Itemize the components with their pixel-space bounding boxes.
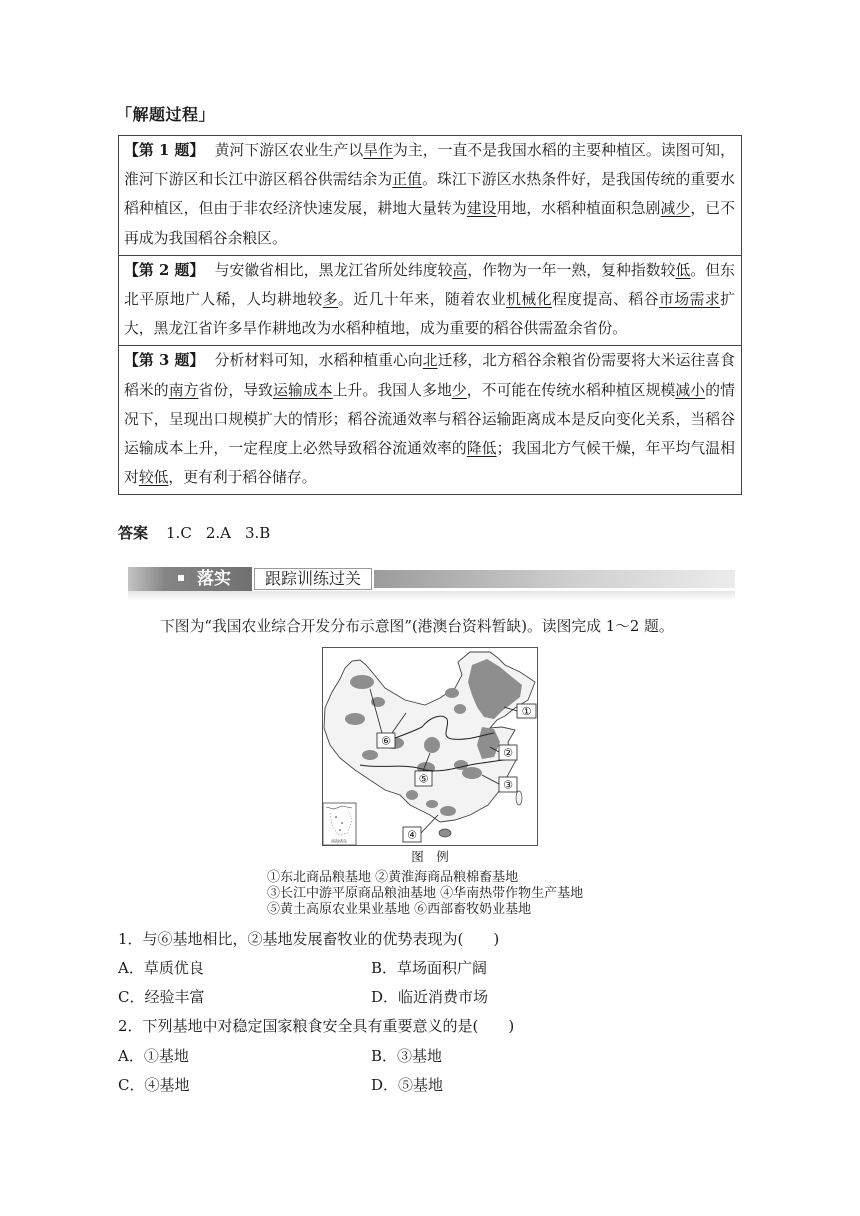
question-1-option-a: A．草质优良: [118, 959, 204, 977]
south-china-sea-inset: [323, 803, 356, 845]
legend-line: ③长江中游平原商品粮油基地 ④华南热带作物生产基地: [267, 886, 584, 901]
solution-text: 程度提高、稻谷: [552, 291, 659, 309]
banner-gradient-bar: [374, 570, 735, 588]
solution-text: 上升。我国人多地: [332, 381, 452, 399]
legend-title: 图 例: [411, 849, 449, 864]
section-banner: [128, 567, 735, 591]
solution-item-1: [119, 136, 741, 255]
underlined-keyword: 市场需求: [659, 291, 721, 309]
underlined-keyword: 低: [675, 261, 691, 279]
underlined-keyword: 降低: [466, 440, 497, 458]
square-bullet-icon: [178, 575, 184, 581]
solution-text: 为主，一直不是我国水稻的主要种植区。读图可知，淮河下游区和长江中游区稻谷供需结余为: [124, 142, 735, 189]
solution-text: 省份，导致: [198, 381, 274, 399]
question-2-option-c: C．④基地: [118, 1076, 190, 1094]
underlined-keyword: 机械化: [506, 291, 552, 309]
underlined-keyword: 少: [451, 381, 467, 399]
map-label-text: ④: [407, 828, 417, 842]
solution-text: 。但东北平原地广人稀，人均耕地较: [124, 261, 735, 309]
question-1-option-b: B．草场面积广阔: [371, 959, 488, 977]
banner-title: 跟踪训练过关: [254, 568, 372, 590]
map-label-2: [499, 745, 517, 760]
solution-text: ，更有利于稻谷储存。: [168, 469, 317, 487]
banner-tag-text: 落实: [197, 569, 231, 589]
patch-yunnan: [406, 790, 418, 800]
question-2-option-b: B．③基地: [371, 1047, 443, 1065]
solution-item-label: 【第 2 题】: [124, 261, 205, 279]
solution-text: ，不可能在传统水稻种植区规模: [466, 381, 676, 399]
map-label-text: ②: [503, 746, 513, 760]
map-label-5: [415, 771, 432, 786]
solution-text: 迁移，北方稻谷余粮省份需要将大米运往喜食稻米的: [124, 352, 735, 399]
question-1-option-d: D．临近消费市场: [371, 988, 489, 1006]
question-2-stem: 2．下列基地中对稳定国家粮食安全具有重要意义的是( ): [118, 1017, 515, 1035]
banner-shadow: [128, 591, 735, 601]
question-1-option-c: C．经验丰富: [118, 988, 205, 1006]
answer-line: [118, 522, 284, 544]
map-label-text: ③: [503, 778, 513, 792]
solution-text: 。珠江下游区水热条件好，是我国传统的重要水稻种植区，但由于非农经济快速发展，耕地大量转为: [124, 171, 735, 218]
solution-item-3: [119, 345, 741, 494]
patch-northeast-south: [454, 704, 466, 714]
solution-text: 黄河下游区农业生产以: [214, 142, 364, 159]
patch-xinjiang-north: [350, 675, 374, 689]
solution-text: 分析材料可知，水稻种植重心向: [214, 352, 423, 370]
patch-loess-plateau: [424, 737, 440, 753]
map-label-4: [403, 827, 421, 842]
answer-value: 1.C: [166, 524, 192, 542]
map-label-6: [377, 733, 395, 748]
solution-heading: 「解题过程」: [116, 105, 216, 124]
banner-tag: [128, 567, 252, 591]
solution-item-label: 【第 3 题】: [124, 352, 205, 370]
solution-item-label: 【第 1 题】: [124, 142, 205, 159]
underlined-keyword: 北: [422, 352, 438, 370]
underlined-keyword: 减少: [660, 200, 691, 218]
map-label-1: [517, 704, 536, 718]
china-agriculture-map: [322, 647, 538, 846]
patch-tibet: [362, 750, 378, 760]
solution-box: [118, 135, 742, 495]
solution-text: 与安徽省相比，黑龙江省所处纬度较: [214, 261, 453, 279]
answer-value: 2.A: [205, 524, 231, 542]
map-label-text: ①: [521, 705, 532, 718]
underlined-keyword: 正值: [392, 171, 423, 189]
solution-text: 的情况下，呈现出口规模扩大的情形；稻谷流通效率与稻谷运输距离成本是反向变化关系，当稻谷运输成本上升，一定程度上必然导致稻谷流通效率的: [124, 381, 735, 458]
solution-text: 扩大，黑龙江省许多旱作耕地改为水稻种植地，成为重要的稻谷供需盈余省份。: [124, 291, 735, 338]
patch-south-china: [440, 806, 456, 816]
underlined-keyword: 高: [452, 261, 468, 279]
inset-island-dot: [335, 816, 337, 818]
underlined-keyword: 运输成本: [273, 381, 333, 399]
map-label-3: [499, 777, 517, 792]
solution-text: ；我国北方气候干燥，年平均气温相对: [124, 440, 735, 487]
solution-text: 。近几十年来，随着农业: [338, 291, 507, 309]
solution-text: 用地，水稻种植面积急剧: [496, 200, 661, 218]
question-1-stem: 1．与⑥基地相比，②基地发展畜牧业的优势表现为( ): [118, 930, 500, 948]
solution-text: ，作物为一年一熟，复种指数较: [467, 261, 676, 279]
map-label-text: ⑤: [418, 772, 429, 786]
inset-island-dot: [341, 822, 343, 824]
patch-guangxi: [426, 800, 438, 808]
inset-label: 南海诸岛: [331, 838, 347, 844]
question-2-option-a: A．①基地: [118, 1047, 189, 1065]
underlined-keyword: 多: [322, 291, 338, 309]
legend-line: ⑤黄土高原农业果业基地 ⑥西部畜牧奶业基地: [267, 902, 532, 917]
answer-label: 答案: [118, 524, 149, 542]
hainan-island: [439, 829, 451, 837]
answer-value: 3.B: [244, 524, 271, 542]
underlined-keyword: 减小: [675, 381, 706, 399]
patch-xinjiang-east: [371, 697, 385, 707]
map-intro-text: 下图为“我国农业综合开发分布示意图”(港澳台资料暂缺)。读图完成 1～2 题。: [160, 618, 674, 635]
map-label-text: ⑥: [381, 734, 391, 748]
solution-text: ，已不再成为我国稻谷余粮区。: [124, 200, 735, 247]
legend-line: ①东北商品粮基地 ②黄淮海商品粮棉畜基地: [267, 870, 519, 885]
underlined-keyword: 建设: [466, 200, 497, 218]
underlined-keyword: 旱作: [363, 142, 394, 159]
taiwan-island: [516, 791, 522, 805]
patch-inner-mongolia-east: [445, 688, 459, 698]
underlined-keyword: 南方: [168, 381, 199, 399]
inset-island-dot: [339, 829, 341, 831]
question-2-option-d: D．⑤基地: [371, 1076, 444, 1094]
patch-xinjiang-south: [345, 713, 365, 725]
solution-item-2: [119, 255, 741, 346]
underlined-keyword: 较低: [138, 469, 169, 487]
